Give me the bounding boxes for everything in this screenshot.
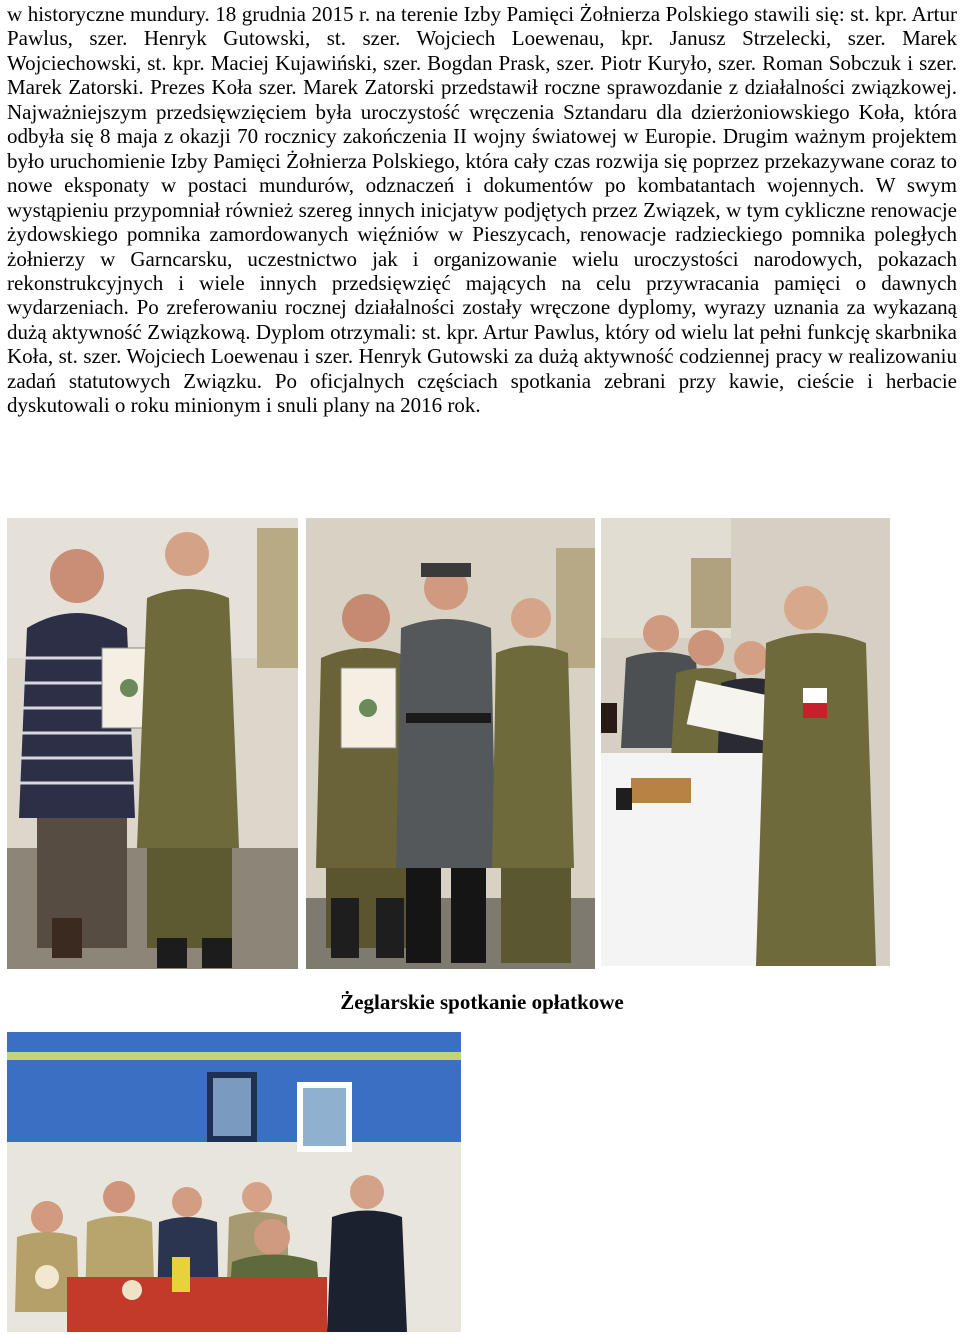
uniformed-men-photo — [306, 518, 595, 969]
meeting-speech-photo — [601, 518, 890, 966]
diploma-photo-two-men — [7, 518, 298, 969]
wafer-meeting-photo — [7, 1032, 461, 1332]
article-paragraph: w historyczne mundury. 18 grudnia 2015 r. na terenie Izby Pamięci Żołnierza Polskiego stawili się: st. kpr. Artur Pawlus, szer. Henryk Gutowski, st. szer. Wojciech Loewenau, kpr. Janusz Strzelecki, szer. Marek Wojciechowski, st. kpr. Maciej Kujawiński, szer. Bogdan Prask, szer. Piotr Kuryło, szer. Roman Sobczuk i szer. Marek Zatorski. Prezes Koła szer. Marek Zatorski przedstawił roczne sprawozdanie z działalności związkowej. Najważniejszym przedsięwzięciem była uroczystość wręczenia Sztandaru dla dzierżoniowskiego Koła, która odbyła się 8 maja z okazji 70 rocznicy zakończenia II wojny światowej w Europie. Drugim ważnym projektem było uruchomienie Izby Pamięci Żołnierza Polskiego, która cały czas rozwija się poprzez przekazywane coraz to nowe eksponaty w postaci mundurów, odznaczeń i dokumentów po kombatantach wojennych. W swym wystąpieniu przypomniał również szereg innych inicjatyw podjętych przez Związek, w tym cykliczne renowacje żydowskiego pomnika zamordowanych więźniów w Pieszycach, renowacje radzieckiego pomnika poległych żołnierzy w Garncarsku, uczestnictwo jak i organizowanie wielu uroczystości narodowych, pokazach rekonstrukcyjnych i wiele innych przedsięwzięć mających na celu przywracania pamięci o dawnych wydarzeniach. Po zreferowaniu rocznej działalności zostały wręczone dyplomy, wyrazy uznania za wykazaną dużą aktywność Związkową. Dyplom otrzymali: st. kpr. Artur Pawlus, który od wielu lat pełni funkcję skarbnika Koła, st. szer. Wojciech Loewenau i szer. Henryk Gutowski za dużą aktywność codziennej pracy w realizowaniu zadań statutowych Związku. Po oficjalnych częściach spotkania zebrani przy kawie, cieście i herbacie dyskutowali o roku minionym i snuli plany na 2016 rok. — [7, 2, 957, 418]
section-heading: Żeglarskie spotkanie opłatkowe — [340, 990, 624, 1014]
